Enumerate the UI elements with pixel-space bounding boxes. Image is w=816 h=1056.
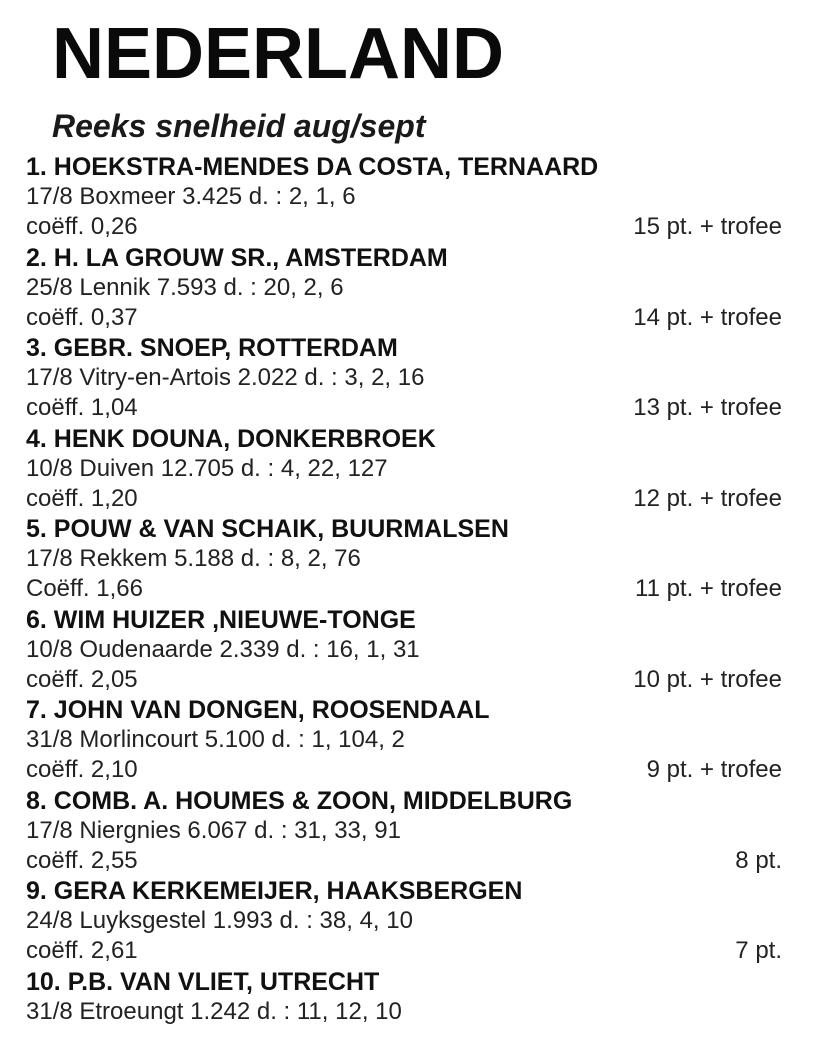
ranking-entry: [26, 604, 782, 695]
page-subtitle: Reeks snelheid aug/sept: [52, 106, 425, 146]
entry-name: 1. HOEKSTRA-MENDES DA COSTA, TERNAARD: [26, 151, 782, 182]
ranking-entry: [26, 785, 782, 876]
entry-detail: 31/8 Etroeungt 1.242 d. : 11, 12, 10: [26, 997, 782, 1027]
entry-coeff-row: [26, 484, 782, 514]
entry-coeff-row: [26, 846, 782, 876]
entry-points: 14 pt. + trofee: [633, 303, 782, 333]
entry-name: 10. P.B. VAN VLIET, UTRECHT: [26, 966, 782, 997]
ranking-entry: [26, 875, 782, 966]
entry-detail: 25/8 Lennik 7.593 d. : 20, 2, 6: [26, 273, 782, 303]
entry-coefficient: coëff. 1,20: [26, 484, 138, 514]
ranking-entry: [26, 151, 782, 242]
entry-detail: 10/8 Oudenaarde 2.339 d. : 16, 1, 31: [26, 635, 782, 665]
entry-coeff-row: [26, 665, 782, 695]
entry-coefficient: coëff. 2,55: [26, 846, 138, 876]
entry-points: 15 pt. + trofee: [633, 212, 782, 242]
ranking-entry: [26, 513, 782, 604]
entry-name: 6. WIM HUIZER ,NIEUWE-TONGE: [26, 604, 782, 635]
entry-coefficient: coëff. 0,26: [26, 212, 138, 242]
entry-points: 8 pt.: [735, 846, 782, 876]
entry-detail: 17/8 Vitry-en-Artois 2.022 d. : 3, 2, 16: [26, 363, 782, 393]
entry-name: 8. COMB. A. HOUMES & ZOON, MIDDELBURG: [26, 785, 782, 816]
entry-coefficient: coëff. 0,37: [26, 303, 138, 333]
page-title: NEDERLAND: [52, 14, 504, 94]
entry-coeff-row: [26, 936, 782, 966]
entry-points: 7 pt.: [735, 936, 782, 966]
entry-coefficient: Coëff. 1,66: [26, 574, 143, 604]
entry-coefficient: coëff. 2,05: [26, 665, 138, 695]
entry-detail: 31/8 Morlincourt 5.100 d. : 1, 104, 2: [26, 725, 782, 755]
entry-name: 5. POUW & VAN SCHAIK, BUURMALSEN: [26, 513, 782, 544]
entry-detail: 17/8 Rekkem 5.188 d. : 8, 2, 76: [26, 544, 782, 574]
entry-name: 3. GEBR. SNOEP, ROTTERDAM: [26, 332, 782, 363]
ranking-entry: [26, 423, 782, 514]
entry-coeff-row: [26, 755, 782, 785]
entry-points: 13 pt. + trofee: [633, 393, 782, 423]
entry-detail: 17/8 Niergnies 6.067 d. : 31, 33, 91: [26, 816, 782, 846]
entry-name: 9. GERA KERKEMEIJER, HAAKSBERGEN: [26, 875, 782, 906]
entry-points: 11 pt. + trofee: [635, 574, 782, 604]
entry-points: 10 pt. + trofee: [633, 665, 782, 695]
entry-coeff-row: [26, 303, 782, 333]
entry-name: 2. H. LA GROUW SR., AMSTERDAM: [26, 242, 782, 273]
entry-coefficient: coëff. 1,04: [26, 393, 138, 423]
entry-detail: 10/8 Duiven 12.705 d. : 4, 22, 127: [26, 454, 782, 484]
entry-detail: 17/8 Boxmeer 3.425 d. : 2, 1, 6: [26, 182, 782, 212]
entry-coefficient: coëff. 2,61: [26, 936, 138, 966]
entry-coeff-row: [26, 212, 782, 242]
ranking-entry: [26, 694, 782, 785]
entry-points: 12 pt. + trofee: [633, 484, 782, 514]
entry-name: 4. HENK DOUNA, DONKERBROEK: [26, 423, 782, 454]
ranking-list: [26, 151, 782, 1056]
entry-points: 9 pt. + trofee: [647, 755, 782, 785]
entry-coefficient: coëff. 2,10: [26, 755, 138, 785]
entry-name: 7. JOHN VAN DONGEN, ROOSENDAAL: [26, 694, 782, 725]
ranking-entry: [26, 332, 782, 423]
entry-detail: 24/8 Luyksgestel 1.993 d. : 38, 4, 10: [26, 906, 782, 936]
entry-coeff-row: [26, 574, 782, 604]
ranking-entry: [26, 966, 782, 1056]
entry-coeff-row: [26, 393, 782, 423]
ranking-entry: [26, 242, 782, 333]
